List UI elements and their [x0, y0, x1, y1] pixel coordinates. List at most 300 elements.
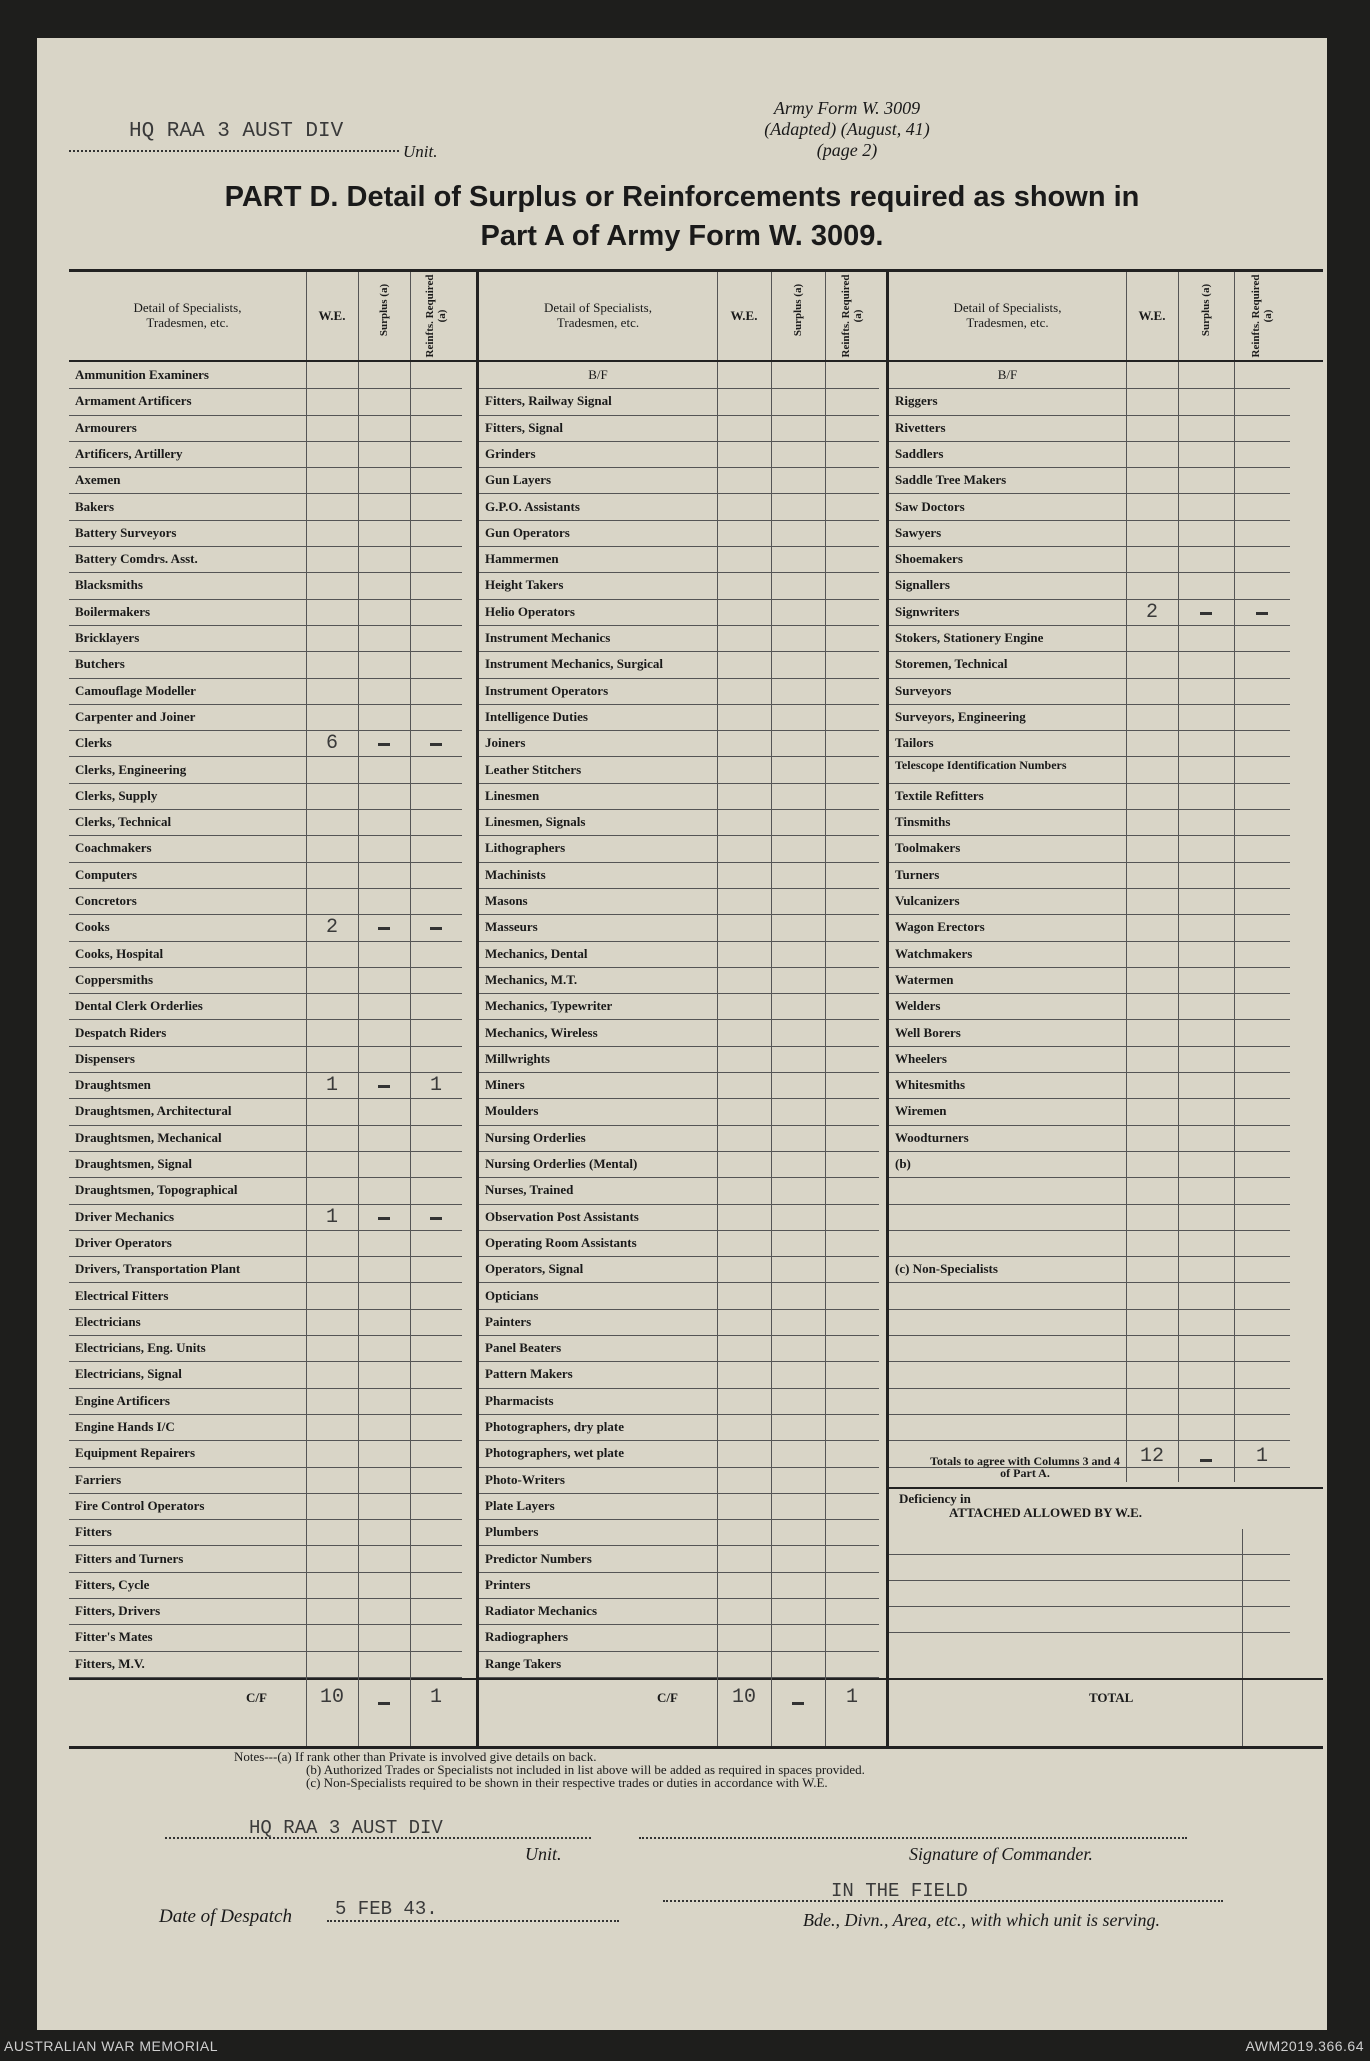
totals-label: Totals to agree with Columns 3 and 4 of Part A. — [930, 1454, 1120, 1481]
table-row — [69, 1310, 462, 1336]
table-row — [69, 573, 462, 599]
row-label: Mechanics, Typewriter — [485, 998, 613, 1014]
cell-we[interactable]: 6 — [325, 732, 338, 756]
header-detail-line-1: Detail of Specialists, — [544, 300, 652, 315]
table-row — [69, 942, 462, 968]
row-label: Photo-Writers — [485, 1471, 565, 1487]
table-row — [479, 1389, 879, 1415]
row-label: Clerks, Engineering — [75, 761, 187, 777]
row-label: Radiographers — [485, 1629, 569, 1645]
table-row — [479, 389, 879, 415]
location-label: Bde., Divn., Area, etc., with which unit is serving. — [803, 1910, 1160, 1930]
row-label: Electricians, Signal — [75, 1366, 182, 1382]
deficiency-row[interactable] — [889, 1529, 1290, 1555]
cell-surplus-dash — [1200, 612, 1212, 615]
table-row — [69, 626, 462, 652]
table-row — [69, 1652, 462, 1678]
row-label: Watermen — [895, 971, 954, 987]
row-label: Photographers, wet plate — [485, 1445, 625, 1461]
table-row — [889, 1178, 1290, 1204]
row-label: Surveyors — [895, 682, 952, 698]
cf-we[interactable]: 10 — [319, 1686, 344, 1709]
row-label: B/F — [997, 367, 1018, 382]
table-row — [69, 1547, 462, 1573]
row-label: Linesmen, Signals — [485, 814, 586, 830]
row-label: Plumbers — [485, 1524, 539, 1540]
deficiency-row[interactable] — [889, 1555, 1290, 1581]
table-row — [69, 1573, 462, 1599]
header-reinfts: Reinfts. Required (a) — [424, 274, 448, 358]
table-row — [69, 1362, 462, 1388]
note-c: (c) Non-Specialists required to be shown in their respective trades or duties in accordance with W.E. — [306, 1775, 828, 1790]
table-row — [69, 468, 462, 494]
row-label: Painters — [485, 1313, 532, 1329]
row-label: Armament Artificers — [75, 393, 192, 409]
table-row — [479, 1547, 879, 1573]
header-surplus: Surplus (a) — [1200, 283, 1212, 337]
table-row — [479, 468, 879, 494]
table-row — [479, 915, 879, 941]
cell-we[interactable]: 1 — [325, 1074, 338, 1098]
table-row — [69, 1047, 462, 1073]
table-row — [889, 1073, 1290, 1099]
row-label: Clerks, Technical — [75, 814, 172, 830]
table-row — [69, 1468, 462, 1494]
table-row — [479, 1573, 879, 1599]
row-label: Driver Operators — [75, 1234, 172, 1250]
table-section-1 — [69, 272, 476, 1746]
cell-we[interactable]: 2 — [325, 916, 338, 940]
cf_surplus-dash — [792, 1702, 804, 1705]
cell-reinfts-dash — [430, 1217, 442, 1220]
table-row — [889, 784, 1290, 810]
table-row — [889, 652, 1290, 678]
row-label: Cooks — [75, 919, 110, 935]
table-row — [889, 468, 1290, 494]
row-label: Gun Layers — [485, 472, 552, 488]
table-row — [69, 863, 462, 889]
table-row — [889, 389, 1290, 415]
header-reinfts: Reinfts. Required (a) — [1250, 274, 1274, 358]
title-line-1: PART D. Detail of Surplus or Reinforcements required as shown in — [224, 181, 1140, 213]
row-label: Signallers — [895, 577, 950, 593]
form-number-block — [727, 98, 967, 161]
table-row — [479, 1099, 879, 1125]
row-label: Watchmakers — [895, 945, 973, 961]
table-row — [69, 416, 462, 442]
table-row — [69, 810, 462, 836]
row-label: Engine Hands I/C — [75, 1419, 175, 1434]
table-row — [479, 810, 879, 836]
table-row — [479, 889, 879, 915]
table-row — [69, 705, 462, 731]
table-row — [69, 652, 462, 678]
row-label: Riggers — [895, 393, 938, 409]
deficiency-label-2: ATTACHED ALLOWED BY W.E. — [949, 1505, 1143, 1521]
unit-typed: HQ RAA 3 AUST DIV — [129, 120, 344, 143]
table-row — [479, 1257, 879, 1283]
table-row — [889, 573, 1290, 599]
table-row — [479, 1021, 879, 1047]
table-row — [889, 836, 1290, 862]
table-row — [69, 889, 462, 915]
deficiency-row[interactable] — [889, 1607, 1290, 1633]
table-row — [479, 1178, 879, 1204]
row-label: Signwriters — [895, 603, 960, 619]
table-row — [479, 705, 879, 731]
row-label: Turners — [895, 866, 940, 882]
table-row — [889, 363, 1290, 389]
row-label: Coachmakers — [75, 840, 152, 856]
row-label: Cooks, Hospital — [75, 945, 164, 961]
row-label: Lithographers — [485, 840, 566, 856]
deficiency-label: Deficiency in — [899, 1491, 971, 1507]
credit-left: AUSTRALIAN WAR MEMORIAL — [4, 2038, 219, 2054]
table-row — [479, 521, 879, 547]
table-row — [479, 968, 879, 994]
table-row — [479, 1625, 879, 1651]
table-row — [889, 994, 1290, 1020]
table-row — [479, 1468, 879, 1494]
row-label: Pattern Makers — [485, 1366, 573, 1382]
table-row — [69, 363, 462, 389]
row-label: Fitters, M.V. — [75, 1655, 145, 1671]
table-row — [479, 731, 879, 757]
notes-block — [234, 1750, 865, 1789]
table-row — [889, 1389, 1290, 1415]
row-label: Grinders — [485, 445, 536, 461]
header-detail-line-1: Detail of Specialists, — [133, 300, 242, 315]
row-label: Ammunition Examiners — [75, 367, 209, 382]
table-row — [479, 758, 879, 784]
table-row — [69, 1257, 462, 1283]
row-label: Stokers, Stationery Engine — [895, 630, 1044, 645]
table-row — [889, 1021, 1290, 1047]
row-label: Rivetters — [895, 419, 946, 435]
table-row — [889, 1284, 1290, 1310]
table-row — [69, 1336, 462, 1362]
row-label: Coppersmiths — [75, 971, 154, 987]
form-page: (page 2) — [816, 140, 878, 160]
table-row — [479, 1284, 879, 1310]
row-label: Photographers, dry plate — [485, 1419, 625, 1434]
table-row — [479, 1047, 879, 1073]
cf-we[interactable]: 10 — [731, 1686, 756, 1709]
cf_surplus-dash — [378, 1702, 390, 1705]
row-label: Draughtsmen — [75, 1077, 151, 1093]
table-row — [69, 547, 462, 573]
table-row — [479, 994, 879, 1020]
title-line-2: Part A of Army Form W. 3009. — [480, 220, 884, 252]
row-label: Fitters, Cycle — [75, 1576, 150, 1592]
footer-unit-label: Unit. — [525, 1844, 562, 1864]
table-row — [69, 1494, 462, 1520]
table-row — [69, 495, 462, 521]
table-row — [889, 495, 1290, 521]
table-row — [889, 547, 1290, 573]
column-rule — [771, 1678, 772, 1746]
table-row — [69, 1599, 462, 1625]
table-row — [889, 942, 1290, 968]
footer-unit-typed: HQ RAA 3 AUST DIV — [249, 1817, 443, 1839]
header-rule — [69, 360, 476, 362]
cell-reinfts[interactable]: 1 — [429, 1074, 442, 1098]
header-detail — [479, 300, 717, 330]
row-label: Telescope Identification Numbers — [895, 757, 1067, 772]
row-label: Drivers, Transportation Plant — [75, 1261, 241, 1277]
column-rule — [825, 1678, 826, 1746]
row-label: (b) — [895, 1156, 911, 1171]
table-row — [889, 626, 1290, 652]
table-row — [889, 758, 1290, 784]
table-row — [479, 1415, 879, 1441]
table-row — [889, 1231, 1290, 1257]
form-name: Army Form W. 3009 — [773, 98, 921, 118]
table-row — [69, 968, 462, 994]
row-label: Computers — [75, 866, 138, 882]
row-label: Plate Layers — [485, 1497, 555, 1513]
row-label: Printers — [485, 1576, 531, 1592]
cell-reinfts-dash — [430, 927, 442, 930]
table-row — [479, 1494, 879, 1520]
row-label: Whitesmiths — [895, 1077, 966, 1093]
row-label: Fitters, Drivers — [75, 1603, 161, 1619]
table-row — [479, 1231, 879, 1257]
table-row — [479, 1073, 879, 1099]
row-label: Instrument Mechanics, Surgical — [485, 656, 664, 672]
cf-reinfts[interactable]: 1 — [429, 1686, 442, 1709]
totals-we[interactable]: 12 — [1139, 1445, 1164, 1469]
row-label: Carpenter and Joiner — [75, 708, 196, 724]
row-label: Operators, Signal — [485, 1261, 584, 1277]
cell-we[interactable]: 1 — [325, 1205, 338, 1229]
row-label: Clerks, Supply — [75, 787, 158, 803]
header-surplus: Surplus (a) — [792, 283, 804, 337]
table-section-2 — [476, 272, 886, 1746]
row-label: Masseurs — [485, 919, 538, 935]
table-row — [69, 679, 462, 705]
row-label: Wheelers — [895, 1050, 947, 1066]
table-row — [69, 784, 462, 810]
row-label: Millwrights — [485, 1050, 550, 1066]
header-rule — [889, 360, 1323, 362]
table-row — [889, 1415, 1290, 1441]
row-label: Leather Stitchers — [485, 761, 582, 777]
table-row — [69, 1205, 462, 1231]
table-row — [69, 1415, 462, 1441]
table-row — [889, 600, 1290, 626]
cell-reinfts-dash — [1256, 612, 1268, 615]
location-typed: IN THE FIELD — [831, 1880, 968, 1902]
row-label: (c) Non-Specialists — [895, 1261, 998, 1277]
note-a: Notes---(a) If rank other than Private is involved give details on back. — [234, 1749, 597, 1764]
table-row — [69, 994, 462, 1020]
row-label: Nursing Orderlies (Mental) — [485, 1156, 638, 1171]
table-row — [479, 1652, 879, 1678]
table-row — [479, 1126, 879, 1152]
row-label: Battery Surveyors — [75, 524, 177, 540]
cell-reinfts-dash — [430, 743, 442, 746]
row-label: Artificers, Artillery — [75, 445, 183, 461]
row-label: Draughtsmen, Topographical — [75, 1182, 238, 1198]
column-rule — [358, 1678, 359, 1746]
header-we: W.E. — [1138, 308, 1166, 323]
table-row — [69, 1284, 462, 1310]
header-detail — [889, 300, 1126, 330]
table-row — [479, 679, 879, 705]
cf-reinfts[interactable]: 1 — [845, 1686, 858, 1709]
table-row — [889, 1257, 1290, 1283]
row-label: Well Borers — [895, 1024, 961, 1040]
table-row — [69, 1231, 462, 1257]
row-label: Axemen — [75, 472, 121, 488]
row-label: Bricklayers — [75, 630, 140, 645]
row-label: Farriers — [75, 1471, 122, 1487]
row-label: Fitters — [75, 1524, 112, 1540]
table-row — [479, 442, 879, 468]
cf-label: C/F — [246, 1690, 267, 1705]
table-row — [889, 442, 1290, 468]
table-row — [69, 1021, 462, 1047]
row-label: Instrument Operators — [485, 682, 609, 698]
row-label: Height Takers — [485, 577, 564, 593]
table-row — [479, 652, 879, 678]
cell-we[interactable]: 2 — [1145, 600, 1158, 624]
table-row — [479, 600, 879, 626]
table-row — [479, 1599, 879, 1625]
row-label: Machinists — [485, 866, 546, 882]
row-label: Saddlers — [895, 445, 944, 461]
row-label: Welders — [895, 998, 941, 1014]
row-label: Bakers — [75, 498, 114, 514]
table-row — [69, 442, 462, 468]
row-label: Saddle Tree Makers — [895, 472, 1007, 488]
table-row — [69, 1152, 462, 1178]
row-label: Textile Refitters — [895, 787, 984, 803]
table-row — [69, 1126, 462, 1152]
row-label: Mechanics, Wireless — [485, 1024, 598, 1040]
table-row — [479, 1362, 879, 1388]
column-rule — [717, 1678, 718, 1746]
table-row — [69, 836, 462, 862]
row-label: Dental Clerk Orderlies — [75, 998, 203, 1014]
header-detail-line-2: Tradesmen, etc. — [146, 315, 229, 330]
row-label: Instrument Mechanics — [485, 630, 611, 645]
table-row — [479, 363, 879, 389]
table-row — [889, 863, 1290, 889]
totals_surplus-dash — [1200, 1459, 1212, 1462]
row-label: Woodturners — [895, 1129, 969, 1145]
row-label: Wiremen — [895, 1103, 947, 1119]
cell-surplus-dash — [378, 1085, 390, 1088]
row-label: Gun Operators — [485, 524, 570, 540]
row-label: Predictor Numbers — [485, 1550, 592, 1566]
totals-reinfts[interactable]: 1 — [1255, 1445, 1268, 1469]
deficiency-row[interactable] — [889, 1581, 1290, 1607]
column-rule — [410, 1678, 411, 1746]
row-label: Driver Mechanics — [75, 1208, 175, 1224]
row-label: Joiners — [485, 735, 526, 751]
unit-line — [69, 150, 399, 152]
table-row — [889, 1047, 1290, 1073]
table-row — [889, 1099, 1290, 1125]
table-row — [479, 1336, 879, 1362]
table-row — [479, 784, 879, 810]
row-label: Mechanics, M.T. — [485, 971, 578, 987]
header-detail-line-1: Detail of Specialists, — [953, 300, 1062, 315]
row-label: Opticians — [485, 1287, 539, 1303]
header-we: W.E. — [730, 308, 758, 323]
specialists-table — [69, 269, 1323, 1749]
header-detail-line-2: Tradesmen, etc. — [556, 315, 640, 330]
table-row — [69, 1441, 462, 1467]
unit-label: Unit. — [403, 142, 438, 161]
totals-rule — [889, 1487, 1323, 1489]
row-label: Equipment Repairers — [75, 1445, 196, 1461]
table-row — [69, 521, 462, 547]
row-label: Storemen, Technical — [895, 656, 1008, 672]
table-row — [889, 679, 1290, 705]
table-row — [889, 705, 1290, 731]
location-line — [663, 1900, 1223, 1902]
table-row — [69, 1625, 462, 1651]
table-row — [479, 547, 879, 573]
table-row — [69, 1178, 462, 1204]
row-label: Miners — [485, 1077, 525, 1093]
table-row — [69, 731, 462, 757]
footer-unit-line — [165, 1837, 591, 1839]
date-typed: 5 FEB 43. — [335, 1898, 438, 1920]
column-rule — [306, 1678, 307, 1746]
row-label: Concretors — [75, 893, 137, 908]
row-label: Masons — [485, 893, 528, 908]
row-label: Clerks — [75, 735, 112, 751]
row-label: Electricians — [75, 1313, 141, 1329]
row-label: Fitter's Mates — [75, 1629, 153, 1645]
total-label: TOTAL — [1089, 1690, 1134, 1705]
page-title — [37, 178, 1327, 256]
table-row — [889, 1310, 1290, 1336]
row-label: Hammermen — [485, 551, 559, 567]
row-label: Boilermakers — [75, 603, 151, 619]
cell-surplus-dash — [378, 927, 390, 930]
table-row — [69, 1520, 462, 1546]
table-row — [889, 731, 1290, 757]
row-label: Operating Room Assistants — [485, 1234, 637, 1250]
row-label: Wagon Erectors — [895, 919, 985, 935]
row-label: Tinsmiths — [895, 814, 951, 830]
table-section-3 — [886, 272, 1323, 1746]
signature-line[interactable] — [639, 1837, 1187, 1839]
table-row — [479, 626, 879, 652]
row-label: Engine Artificers — [75, 1392, 170, 1408]
row-label: Moulders — [485, 1103, 539, 1119]
row-label: Range Takers — [485, 1655, 562, 1671]
note-b: (b) Authorized Trades or Specialists not included in list above will be added as required in spaces provided. — [306, 1762, 865, 1777]
row-label: Panel Beaters — [485, 1340, 562, 1356]
row-label: Saw Doctors — [895, 498, 965, 514]
table-row — [889, 1152, 1290, 1178]
table-row — [889, 416, 1290, 442]
row-label: Surveyors, Engineering — [895, 708, 1026, 724]
row-label: Draughtsmen, Architectural — [75, 1103, 232, 1119]
table-row — [889, 1336, 1290, 1362]
table-row — [69, 1073, 462, 1099]
table-row — [69, 389, 462, 415]
date-line — [327, 1920, 619, 1922]
table-row — [69, 1389, 462, 1415]
row-label: Toolmakers — [895, 840, 961, 856]
